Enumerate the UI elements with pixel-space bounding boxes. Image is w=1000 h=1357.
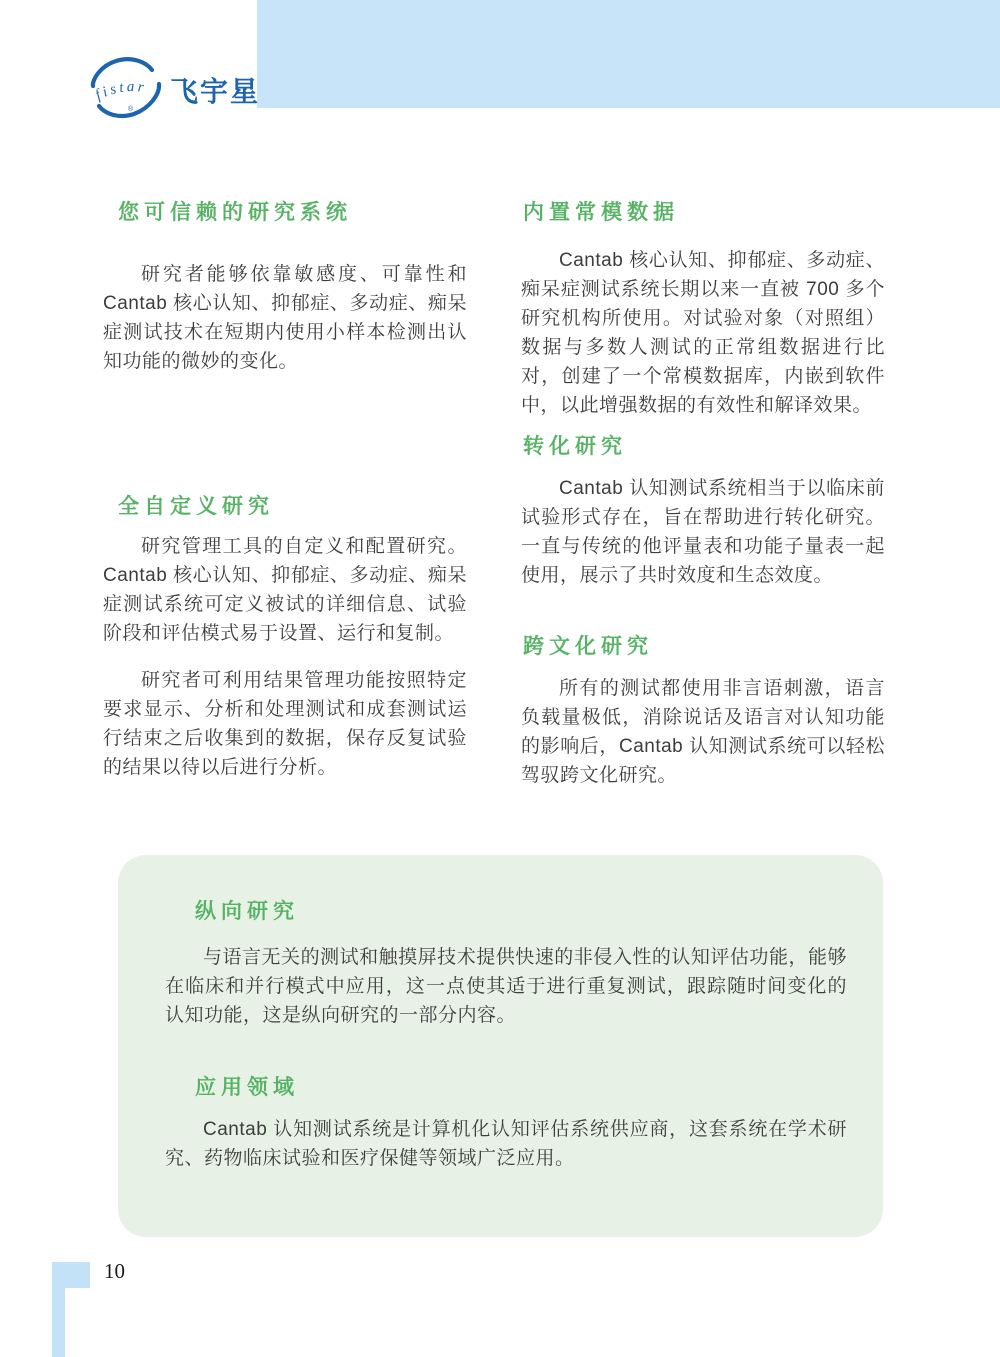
brand-logo (88, 54, 328, 126)
corner-bracket-decoration-vertical (52, 1262, 65, 1357)
section-title-fully-custom-research: 全自定义研究 (118, 494, 274, 518)
section-title-longitudinal-research: 纵向研究 (195, 899, 299, 923)
paragraph-builtin-norm-data: Cantab 核心认知、抑郁症、多动症、痴呆症测试系统长期以来一直被 700 多个研究机构所使用。对试验对象（对照组）数据与多数人测试的正常组数据进行比对，创建了一个常模数据库，内嵌到软件中，以此增强数据的有效性和解译效果。 (521, 250, 885, 416)
section-title-application-fields: 应用领域 (195, 1075, 299, 1099)
paragraph-fully-custom-research-2: 研究者可利用结果管理功能按照特定要求显示、分析和处理测试和成套测试运行结束之后收集到的数据，保存反复试验的结果以待以后进行分析。 (103, 670, 467, 778)
registered-mark: ® (128, 106, 134, 113)
page-number: 10 (104, 1259, 125, 1283)
fistar-logo-icon (88, 54, 164, 124)
brand-name-text: 飞宇星 (170, 76, 261, 107)
section-title-trusted-system: 您可信赖的研究系统 (118, 200, 352, 224)
paragraph-trusted-system: 研究者能够依靠敏感度、可靠性和 Cantab 核心认知、抑郁症、多动症、痴呆症测试技术在短期内使用小样本检测出认知功能的微妙的变化。 (103, 264, 467, 372)
section-title-cross-cultural-research: 跨文化研究 (523, 634, 653, 658)
svg-text:fistar (93, 79, 148, 103)
paragraph-application-fields: Cantab 认知测试系统是计算机化认知评估系统供应商，这套系统在学术研究、药物临床试验和医疗保健等领域广泛应用。 (165, 1119, 847, 1169)
paragraph-cross-cultural-research: 所有的测试都使用非言语刺激，语言负载量极低，消除说话及语言对认知功能的影响后，Cantab 认知测试系统可以轻松驾驭跨文化研究。 (521, 678, 885, 786)
highlight-panel (118, 855, 883, 1237)
header-bar (257, 0, 1000, 108)
paragraph-longitudinal-research: 与语言无关的测试和触摸屏技术提供快速的非侵入性的认知评估功能，能够在临床和并行模式中应用，这一点使其适于进行重复测试，跟踪随时间变化的认知功能，这是纵向研究的一部分内容。 (165, 947, 847, 1026)
section-title-builtin-norm-data: 内置常模数据 (523, 200, 679, 224)
paragraph-translational-research: Cantab 认知测试系统相当于以临床前试验形式存在，旨在帮助进行转化研究。一直与传统的他评量表和功能子量表一起使用，展示了共时效度和生态效度。 (521, 478, 885, 586)
paragraph-fully-custom-research-1: 研究管理工具的自定义和配置研究。Cantab 核心认知、抑郁症、多动症、痴呆症测试系统可定义被试的详细信息、试验阶段和评估模式易于设置、运行和复制。 (103, 536, 467, 644)
brand-script-text: fistar (92, 79, 148, 104)
section-title-translational-research: 转化研究 (523, 434, 627, 458)
